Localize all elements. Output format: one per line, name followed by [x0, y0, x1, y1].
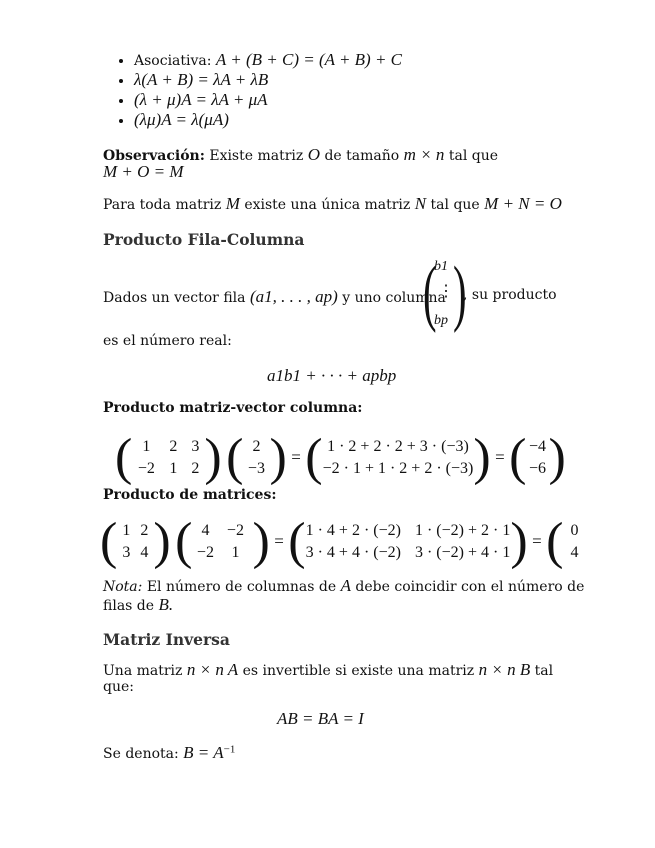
- expanded-vector: ( 1 · 2 + 2 · 2 + 3 · (−3) −2 · 1 + 1 · 2 + 2 · (−3) ): [305, 429, 491, 486]
- note-line2: filas de B.: [103, 595, 174, 614]
- result-vector: ( −4 −6 ): [509, 429, 566, 486]
- matrix-product-title: Producto de matrices:: [103, 487, 277, 503]
- result-matrix-clipped: ( 0 4: [546, 513, 579, 570]
- inverse-denote: Se denota: $B = A^{-1}$: [103, 743, 236, 762]
- section-title-row-column: Producto Fila-Columna: [103, 230, 305, 249]
- additive-inverse-text: Para toda matriz M existe una única matriz N tal que M + N = O: [103, 194, 562, 213]
- list-item: • Asociativa: A + (B + C) = (A + B) + C: [134, 50, 402, 70]
- column-vector: ( b1 ⋮ bp ): [423, 252, 467, 334]
- inverse-text-line2: que:: [103, 679, 134, 695]
- expanded-matrix: ( 1 · 4 + 2 · (−2) 1 · (−2) + 2 · 1 3 · 4 + 4 · (−2) 3 · (−2) + 4 · 1 ): [288, 513, 528, 570]
- matrix-product-equation: ( 1 2 3 4 ) ( 4 −2 −2 1 ) = ( 1 · 4 + 2 · (−2) 1 · (−2) + 2 · 1 3 · 4 + 4 · (−2) 3 · (−2) + 4 · 1 ) = ( 0 4: [100, 512, 554, 566]
- observation-equation: M + O = M: [103, 162, 184, 181]
- vector-v: ( 2 −3 ): [226, 429, 287, 486]
- matrix-b: ( 4 −2 −2 1 ): [175, 513, 270, 570]
- row-column-text-tail: , su producto: [463, 287, 557, 303]
- observation-label: Observación:: [103, 148, 205, 164]
- right-paren: ): [453, 252, 467, 334]
- matrix-a: ( 1 2 3 −2 1 2 ): [115, 429, 222, 486]
- matrix-a: ( 1 2 3 4 ): [100, 513, 171, 570]
- note-line1: Nota: El número de columnas de A debe coincidir con el número de: [103, 576, 585, 595]
- row-column-result: a1b1 + · · · + apbp: [267, 366, 397, 385]
- note-label: Nota:: [103, 579, 143, 595]
- list-item: • λ(A + B) = λA + λB: [134, 70, 402, 90]
- left-paren: (: [423, 252, 437, 334]
- section-title-inverse: Matriz Inversa: [103, 630, 230, 649]
- inverse-equation: AB = BA = I: [277, 709, 364, 728]
- row-column-text: Dados un vector fila (a1, . . . , ap) y uno columna: [103, 287, 446, 306]
- list-item: • (λ + μ)A = λA + μA: [134, 90, 402, 110]
- properties-list: [112, 50, 402, 130]
- observation-line1: Observación: Existe matriz O de tamaño m × n tal que: [103, 145, 499, 164]
- matrix-vector-title: Producto matriz-vector columna:: [103, 400, 363, 416]
- matrix-vector-equation: ( 1 2 3 −2 1 2 ) ( 2 −3 ) = ( 1 · 2 + 2 · 2 + 3 · (−3) −2 · 1 + 1 · 2 + 2 · (−3) ) = ( −4 −6 ): [115, 429, 566, 486]
- list-item: • (λμ)A = λ(μA): [134, 110, 402, 130]
- inverse-text-line1: Una matriz n × n A es invertible si existe una matriz n × n B tal: [103, 660, 554, 679]
- row-column-line2: es el número real:: [103, 333, 232, 349]
